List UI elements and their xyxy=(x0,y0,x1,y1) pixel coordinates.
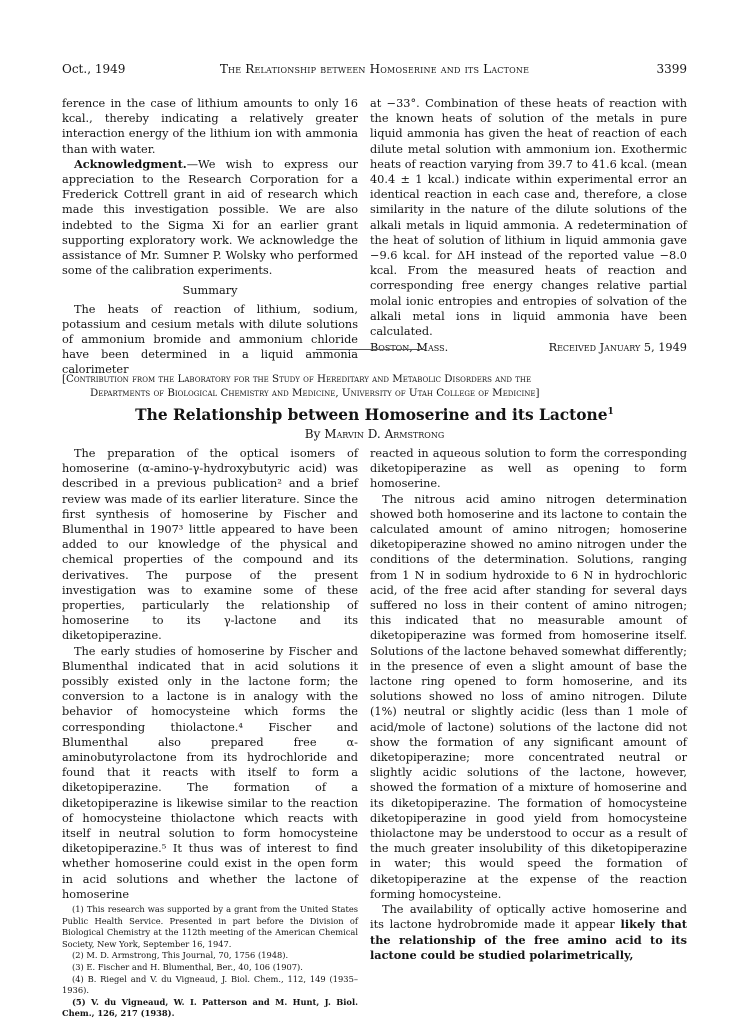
by-word: By xyxy=(304,427,321,441)
paragraph: The early studies of homoserine by Fischer and Blumenthal indicated that in acid solutions it possibly existed only in the lactone form; the conversion to a lactone is in analogy with the behavior of homocysteine which forms the corresponding thiolactone.⁴ Fischer and Blumenthal also prepared free α-aminobutyrolactone from its hydrochloride and found that it reacts with itself to form a diketopiperazine. The formation of a diketopiperazine is likewise similar to the reaction of homocysteine thiolactone which reacts with itself in neutral solution to form homocysteine diketopiperazine.⁵ It thus was of interest to find whether homoserine could exist in the open form in acid solutions and whether the lactone of homoserine xyxy=(62,644,358,901)
previous-article-left-column xyxy=(62,96,358,378)
paragraph: reacted in aqueous solution to form the corresponding diketopiperazine as well as opening to form homoserine. xyxy=(370,447,687,491)
summary-heading: Summary xyxy=(182,284,238,298)
footnote: (3) E. Fischer and H. Blumenthal, Ber., 40, 106 (1907). xyxy=(72,962,303,973)
article-left-column xyxy=(62,446,358,1020)
running-title: The Relationship between Homoserine and its Lactone xyxy=(219,62,530,76)
footnote: (5) V. du Vigneaud, W. I. Patterson and M. Hunt, J. Biol. Chem., 126, 217 (1938). xyxy=(62,996,358,1019)
acknowledgment-paragraph xyxy=(62,157,358,279)
article-right-column xyxy=(370,446,687,963)
footnote: (1) This research was supported by a grant from the United States Public Health Service. Presented in part before the Division of Biological Chemistry at the 112th meeting of the American Chemical Society, New York, September 16, 1947. xyxy=(62,904,358,949)
contribution-line-1: [Contribution from the Laboratory for the Study of Hereditary and Metabolic Disorders and the xyxy=(62,373,532,385)
summary-continued: at −33°. Combination of these heats of reaction with the known heats of solution of the metals in pure liquid ammonia has given the heat of reaction of each dilute metal solution with ammonium ion. Exothermic heats of reaction varying from 39.7 to 41.6 kcal. (mean 40.4 ± 1 kcal.) indicate within experimental error an identical reaction in each case and, therefore, a close similarity in the nature of the dilute solutions of the alkali metals in liquid ammonia. A redetermination of the heat of solution of lithium in liquid ammonia gave −9.6 kcal. for ΔH instead of the reported value −8.0 kcal. From the measured heats of reaction and corresponding free energy changes relative partial molal ionic entropies and entropies of solvation of the alkali metal ions in liquid ammonia have been calculated. xyxy=(370,97,687,339)
acknowledgment-heading: Acknowledgment. xyxy=(74,156,187,171)
article-title xyxy=(62,402,687,425)
paragraph: The preparation of the optical isomers of homoserine (α-amino-γ-hydroxybutyric acid) was described in a previous publication² and a brief review was made of its earlier literature. Since the first synthesis of homoserine by Fischer and Blumenthal in 1907³ little appeared to have been added to our knowledge of the physical and chemical properties of the compound and its derivatives. The purpose of the present investigation was to examine some of these properties, particularly the relationship of homoserine to its γ-lactone and its diketopiperazine. xyxy=(62,447,358,643)
footnotes xyxy=(62,904,358,1020)
paragraph xyxy=(370,902,687,963)
paragraph: The nitrous acid amino nitrogen determination showed both homoserine and its lactone to contain the calculated amount of amino nitrogen; homoserine diketopiperazine showed no amino nitrogen under the conditions of the determination. Solutions, ranging from 1 N in sodium hydroxide to 6 N in hydrochloric acid, of the free acid after standing for several days suffered no loss in their content of amino nitrogen; this indicated that no measurable amount of diketopiperazine was formed from homoserine itself. Solutions of the lactone behaved somewhat differently; in the presence of even a slight amount of base the lactone ring opened to form homoserine, and its solutions showed no loss of amino nitrogen. Dilute (1%) neutral or slightly acidic (less than 1 mole of acid/mole of lactone) solutions of the lactone did not show the formation of any significant amount of diketopiperazine; more concentrated neutral or slightly acidic solutions of the lactone, however, showed the formation of a mixture of homoserine and its diketopiperazine. The formation of homocysteine diketopiperazine in good yield from homocysteine thiolactone may be understood to occur as a result of the much greater insolubility of this diketopiperazine in water; this would speed the formation of diketopiperazine at the expense of the reaction forming homocysteine. xyxy=(370,492,687,901)
footnote: (4) B. Riegel and V. du Vigneaud, J. Biol. Chem., 112, 149 (1935–1936). xyxy=(62,973,358,996)
signature-line xyxy=(370,340,687,355)
issue-date: Oct., 1949 xyxy=(62,62,126,76)
page-number: 3399 xyxy=(656,62,687,76)
paragraph-text: The availability of optically active homoserine and its lactone hydrobromide made it appear xyxy=(370,903,687,932)
title-footnote-marker: 1 xyxy=(607,407,614,417)
previous-article-right-column xyxy=(370,96,687,355)
footnote: (2) M. D. Armstrong, This Journal, 70, 1756 (1948). xyxy=(72,950,289,961)
contribution-note xyxy=(62,372,687,400)
author-location: Boston, Mass. xyxy=(370,341,449,355)
paragraph-text-bold: likely that the relationship of the free amino acid to its lactone could be studied polarimetrically, xyxy=(370,917,688,962)
running-head xyxy=(62,60,687,78)
contribution-line-2: Departments of Biological Chemistry and Medicine, University of Utah College of Medicine] xyxy=(90,387,540,399)
author-name: Marvin D. Armstrong xyxy=(324,427,445,441)
acknowledgment-text: —We wish to express our appreciation to the Research Corporation for a Frederick Cottrell grant in aid of research which made this investigation possible. We are also indebted to the Sigma Xi for an earlier grant supporting exploratory work. We acknowledge the assistance of Mr. Sumner P. Wolsky who performed some of the calibration experiments. xyxy=(62,157,358,278)
summary-paragraph: The heats of reaction of lithium, sodium, potassium and cesium metals with dilute solutions of ammonium bromide and ammonium chloride have been determined in a liquid ammonia calorimeter xyxy=(62,302,358,377)
section-divider xyxy=(316,349,426,350)
paragraph: ference in the case of lithium amounts to only 16 kcal., thereby indicating a relatively greater interaction energy of the lithium ion with ammonia than with water. xyxy=(62,97,358,156)
article-title-text: The Relationship between Homoserine and its Lactone xyxy=(135,406,608,425)
byline xyxy=(62,426,687,442)
received-date: Received January 5, 1949 xyxy=(548,341,687,355)
